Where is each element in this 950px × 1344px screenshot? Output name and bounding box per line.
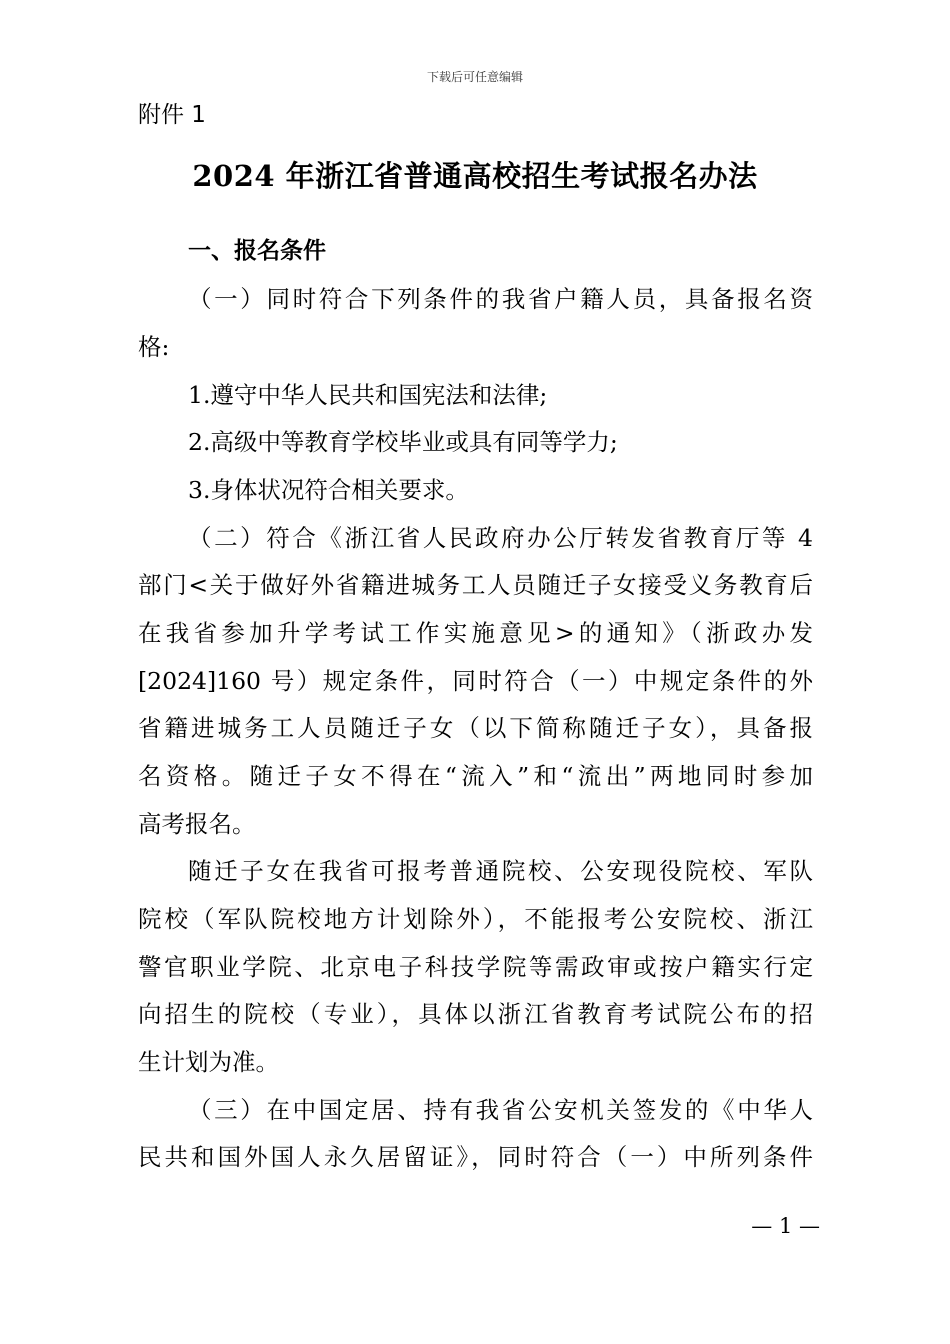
paragraph-line: 生计划为准。 xyxy=(138,1048,279,1076)
paragraph-line: 格: xyxy=(138,333,170,361)
list-item: 2.高级中等教育学校毕业或具有同等学力; xyxy=(188,428,618,456)
paragraph-line: 民共和国外国人永久居留证》，同时符合（一）中所列条件 xyxy=(138,1143,813,1171)
list-item: 1.遵守中华人民共和国宪法和法律; xyxy=(188,381,548,409)
attachment-label: 附件 1 xyxy=(138,102,206,128)
paragraph-line: （二）符合《浙江省人民政府办公厅转发省教育厅等 4 xyxy=(188,524,813,552)
paragraph-line: 院校（军队院校地方计划除外），不能报考公安院校、浙江 xyxy=(138,905,813,933)
paragraph-line: 警官职业学院、北京电子科技学院等需政审或按户籍实行定 xyxy=(138,953,813,981)
document-title: 2024 年浙江省普通高校招生考试报名办法 xyxy=(192,159,758,193)
page-number: — 1 — xyxy=(751,1214,820,1238)
paragraph-line: 部门<关于做好外省籍进城务工人员随迁子女接受义务教育后 xyxy=(138,571,813,599)
paragraph-line: [2024]160 号）规定条件，同时符合（一）中规定条件的外 xyxy=(138,667,813,695)
paragraph-line: 随迁子女在我省可报考普通院校、公安现役院校、军队 xyxy=(188,857,813,885)
paragraph-line: 高考报名。 xyxy=(138,810,256,838)
list-item: 3.身体状况符合相关要求。 xyxy=(188,476,469,504)
paragraph-line: 名资格。随迁子女不得在“流入”和“流出”两地同时参加 xyxy=(138,762,813,790)
paragraph-line: 在我省参加升学考试工作实施意见>的通知》（浙政办发 xyxy=(138,619,813,647)
paragraph-line: （一）同时符合下列条件的我省户籍人员，具备报名资 xyxy=(188,285,813,313)
paragraph-line: （三）在中国定居、持有我省公安机关签发的《中华人 xyxy=(188,1096,813,1124)
paragraph-line: 省籍进城务工人员随迁子女（以下简称随迁子女），具备报 xyxy=(138,714,813,742)
section-heading: 一、报名条件 xyxy=(188,238,326,264)
header-note: 下载后可任意编辑 xyxy=(426,70,523,84)
paragraph-line: 向招生的院校（专业），具体以浙江省教育考试院公布的招 xyxy=(138,1000,813,1028)
